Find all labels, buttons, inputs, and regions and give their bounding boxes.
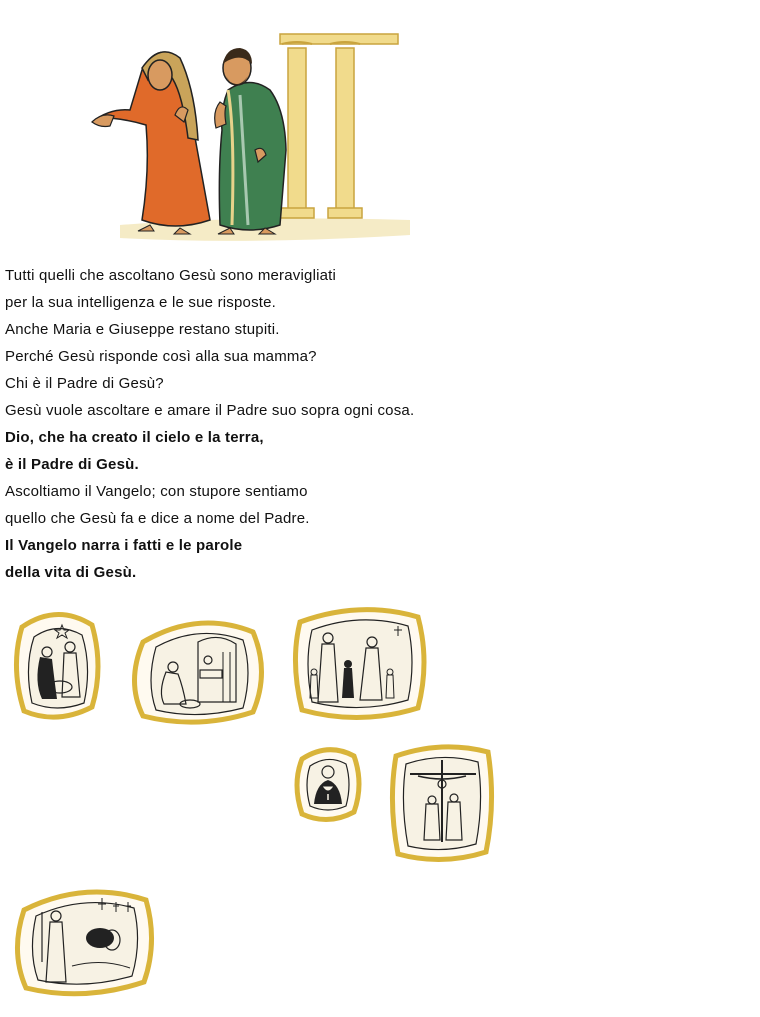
text-line-bold: della vita di Gesù. <box>5 564 137 581</box>
resurrection-vignette-icon <box>12 882 156 1000</box>
text-line: Perché Gesù risponde così alla sua mamma? <box>5 348 317 365</box>
text-line-bold: Il Vangelo narra i fatti e le parole <box>5 537 243 554</box>
text-line: quello che Gesù fa e dice a nome del Padre. <box>5 510 310 527</box>
text-line-bold: Dio, che ha creato il cielo e la terra, <box>5 429 264 446</box>
text-line: Chi è il Padre di Gesù? <box>5 375 164 392</box>
jesus-with-children-vignette-icon <box>290 602 430 724</box>
nativity-vignette-icon <box>12 607 102 722</box>
text-line: per la sua intelligenza e le sue risposte. <box>5 294 277 311</box>
crucifixion-vignette-icon <box>388 742 496 864</box>
mary-joseph-temple-illustration <box>80 20 420 250</box>
body-text <box>5 262 565 586</box>
last-supper-chalice-vignette-icon <box>292 744 364 824</box>
text-line: Ascoltiamo il Vangelo; con stupore sentiamo <box>5 483 308 500</box>
text-line-bold: è il Padre di Gesù. <box>5 456 139 473</box>
text-line: Anche Maria e Giuseppe restano stupiti. <box>5 321 280 338</box>
text-line: Gesù vuole ascoltare e amare il Padre suo sopra ogni cosa. <box>5 402 415 419</box>
holy-family-home-vignette-icon <box>128 612 268 727</box>
text-line: Tutti quelli che ascoltano Gesù sono meravigliati <box>5 267 337 284</box>
